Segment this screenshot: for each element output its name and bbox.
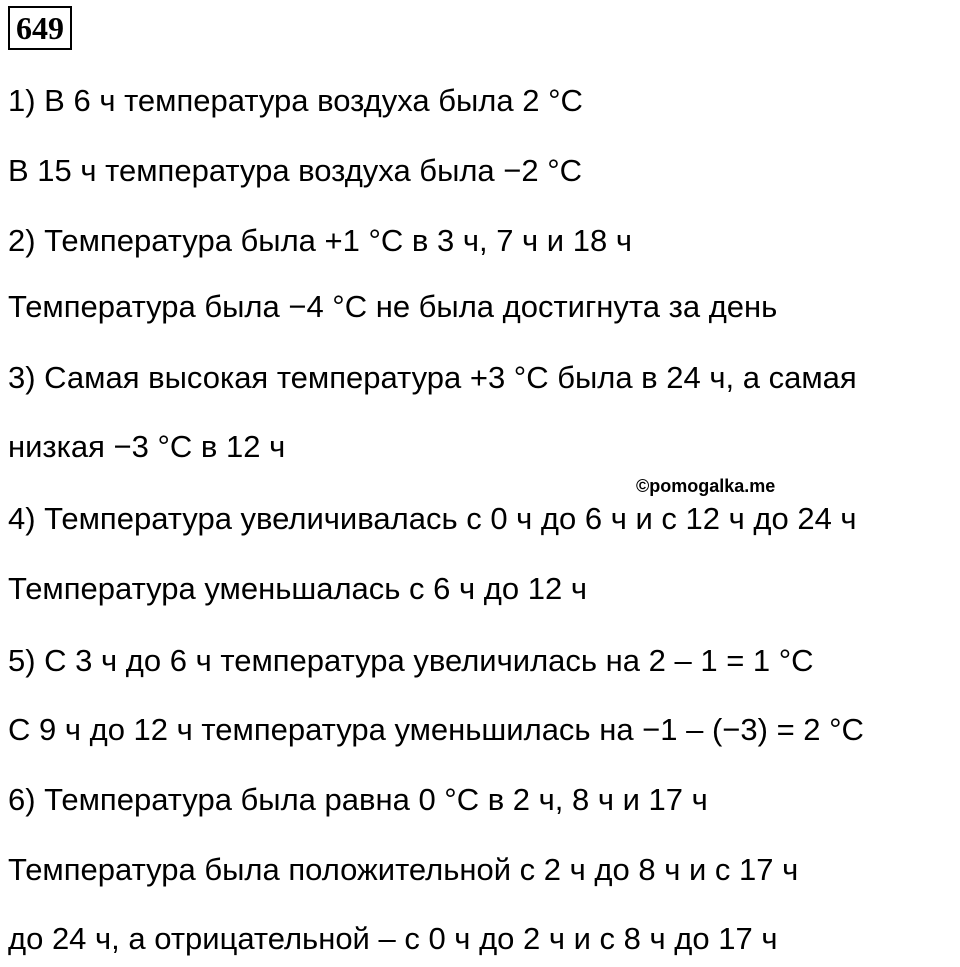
answer-line-2: В 15 ч температура воздуха была −2 °С (8, 153, 583, 188)
watermark: ©pomogalka.me (636, 476, 776, 496)
answer-line-3: 2) Температура была +1 °С в 3 ч, 7 ч и 18 ч (8, 223, 632, 258)
answer-line-10: С 9 ч до 12 ч температура уменьшилась на −1 – (−3) = 2 °С (8, 712, 864, 747)
answer-line-12: Температура была положительной с 2 ч до 8 ч и с 17 ч (8, 852, 799, 887)
answer-line-5: 3) Самая высокая температура +3 °С была в 24 ч, а самая (8, 360, 857, 395)
answer-line-4: Температура была −4 °С не была достигнута за день (8, 289, 778, 324)
answer-line-8: Температура уменьшалась с 6 ч до 12 ч (8, 571, 587, 606)
answer-line-9: 5) С 3 ч до 6 ч температура увеличилась на 2 – 1 = 1 °С (8, 643, 814, 678)
answer-line-7: 4) Температура увеличивалась с 0 ч до 6 ч и с 12 ч до 24 ч (8, 501, 857, 536)
answer-line-11: 6) Температура была равна 0 °С в 2 ч, 8 ч и 17 ч (8, 782, 708, 817)
answer-line-13: до 24 ч, а отрицательной – с 0 ч до 2 ч и с 8 ч до 17 ч (8, 921, 778, 956)
answer-line-6: низкая −3 °С в 12 ч (8, 429, 286, 464)
answer-line-1: 1) В 6 ч температура воздуха была 2 °С (8, 83, 583, 118)
task-number-box: 649 (8, 6, 72, 50)
